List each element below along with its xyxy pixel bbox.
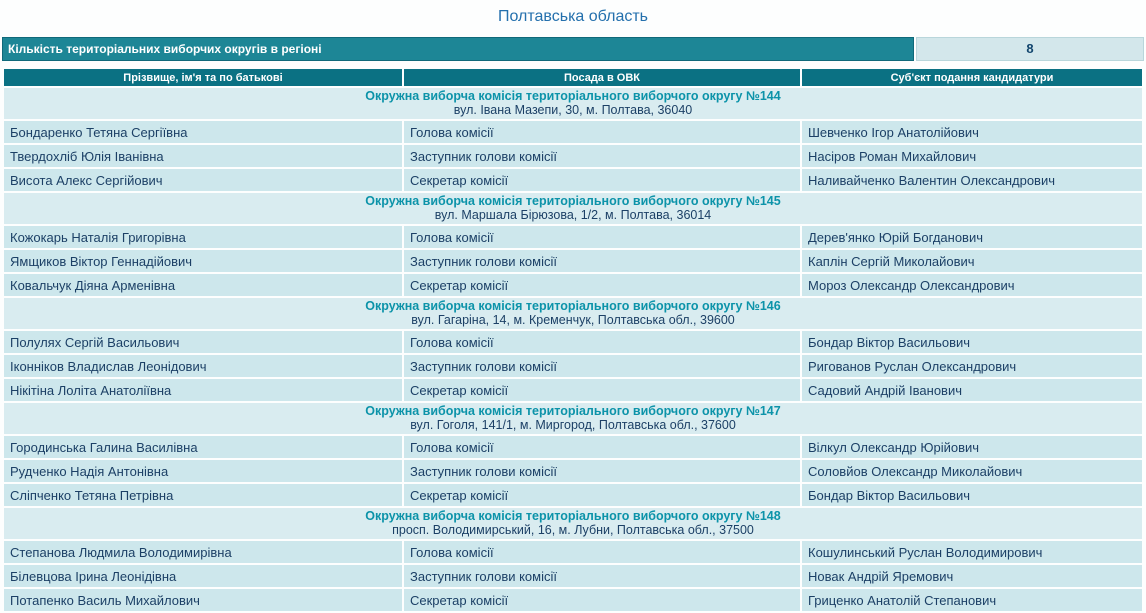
table-row: [4, 589, 1142, 611]
cell-position: Секретар комісії: [404, 589, 800, 611]
table-row: [4, 121, 1142, 143]
cell-subject: Шевченко Ігор Анатолійович: [802, 121, 1142, 143]
column-header-subject: Суб'єкт подання кандидатури: [802, 69, 1142, 86]
section-title: Окружна виборча комісія територіального виборчого округу №146: [365, 299, 781, 313]
cell-subject: Гриценко Анатолій Степанович: [802, 589, 1142, 611]
cell-subject: Каплін Сергій Миколайович: [802, 250, 1142, 272]
table-row: [4, 331, 1142, 353]
cell-name: Ямщиков Віктор Геннадійович: [4, 250, 402, 272]
cell-position: Голова комісії: [404, 436, 800, 458]
cell-position: Заступник голови комісії: [404, 145, 800, 167]
section-row-146: [4, 298, 1142, 329]
cell-subject: Садовий Андрій Іванович: [802, 379, 1142, 401]
cell-name: Степанова Людмила Володимирівна: [4, 541, 402, 563]
cell-subject: Бондар Віктор Васильович: [802, 331, 1142, 353]
summary-bar: [2, 37, 1144, 61]
column-header-name: Прізвище, ім'я та по батькові: [4, 69, 402, 86]
cell-position: Голова комісії: [404, 226, 800, 248]
cell-subject: Новак Андрій Яремович: [802, 565, 1142, 587]
cell-name: Бондаренко Тетяна Сергіївна: [4, 121, 402, 143]
section-row-144: [4, 88, 1142, 119]
cell-name: Городинська Галина Василівна: [4, 436, 402, 458]
section-address: вул. Гоголя, 141/1, м. Миргород, Полтавська обл., 37600: [410, 418, 736, 432]
cell-subject: Дерев'янко Юрій Богданович: [802, 226, 1142, 248]
table-row: [4, 436, 1142, 458]
cell-name: Рудченко Надія Антонівна: [4, 460, 402, 482]
cell-name: Іконніков Владислав Леонідович: [4, 355, 402, 377]
section-address: вул. Івана Мазепи, 30, м. Полтава, 36040: [453, 103, 693, 117]
section-row-147: [4, 403, 1142, 434]
table-row: [4, 379, 1142, 401]
cell-position: Заступник голови комісії: [404, 250, 800, 272]
summary-label: Кількість територіальних виборчих округів в регіоні: [2, 37, 914, 61]
cell-position: Секретар комісії: [404, 274, 800, 296]
cell-subject: Кошулинський Руслан Володимирович: [802, 541, 1142, 563]
cell-subject: Насіров Роман Михайлович: [802, 145, 1142, 167]
cell-subject: Соловйов Олександр Миколайович: [802, 460, 1142, 482]
cell-name: Сліпченко Тетяна Петрівна: [4, 484, 402, 506]
page-title: Полтавська область: [497, 8, 649, 25]
table-row: [4, 274, 1142, 296]
cell-position: Секретар комісії: [404, 169, 800, 191]
table-row: [4, 355, 1142, 377]
cell-position: Секретар комісії: [404, 379, 800, 401]
cell-position: Голова комісії: [404, 541, 800, 563]
cell-subject: Наливайченко Валентин Олександрович: [802, 169, 1142, 191]
table-row: [4, 169, 1142, 191]
table-row: [4, 541, 1142, 563]
cell-subject: Ригованов Руслан Олександрович: [802, 355, 1142, 377]
cell-name: Ковальчук Діяна Арменівна: [4, 274, 402, 296]
cell-position: Голова комісії: [404, 121, 800, 143]
cell-position: Голова комісії: [404, 331, 800, 353]
cell-subject: Вілкул Олександр Юрійович: [802, 436, 1142, 458]
cell-name: Твердохліб Юлія Іванівна: [4, 145, 402, 167]
section-title: Окружна виборча комісія територіального виборчого округу №147: [365, 404, 781, 418]
cell-name: Висота Алекс Сергійович: [4, 169, 402, 191]
cell-name: Білевцова Ірина Леонідівна: [4, 565, 402, 587]
cell-name: Полулях Сергій Васильович: [4, 331, 402, 353]
section-row-145: [4, 193, 1142, 224]
cell-position: Секретар комісії: [404, 484, 800, 506]
section-address: вул. Маршала Бірюзова, 1/2, м. Полтава, 36014: [434, 208, 712, 222]
section-title: Окружна виборча комісія територіального виборчого округу №144: [365, 89, 781, 103]
cell-position: Заступник голови комісії: [404, 355, 800, 377]
section-address: вул. Гагаріна, 14, м. Кременчук, Полтавська обл., 39600: [411, 313, 735, 327]
table-row: [4, 460, 1142, 482]
table-row: [4, 226, 1142, 248]
cell-name: Потапенко Василь Михайлович: [4, 589, 402, 611]
table-row: [4, 565, 1142, 587]
cell-name: Кожокарь Наталія Григорівна: [4, 226, 402, 248]
table-row: [4, 250, 1142, 272]
section-row-148: [4, 508, 1142, 539]
table-row: [4, 484, 1142, 506]
table-row: [4, 145, 1142, 167]
section-title: Окружна виборча комісія територіального виборчого округу №145: [365, 194, 781, 208]
cell-name: Нікітіна Лоліта Анатоліївна: [4, 379, 402, 401]
cell-position: Заступник голови комісії: [404, 460, 800, 482]
cell-position: Заступник голови комісії: [404, 565, 800, 587]
cell-subject: Бондар Віктор Васильович: [802, 484, 1142, 506]
table-header-row: [4, 69, 1142, 86]
summary-value: 8: [916, 37, 1144, 61]
section-title: Окружна виборча комісія територіального виборчого округу №148: [365, 509, 781, 523]
cell-subject: Мороз Олександр Олександрович: [802, 274, 1142, 296]
column-header-position: Посада в ОВК: [404, 69, 800, 86]
commissions-table: [2, 67, 1144, 613]
section-address: просп. Володимирський, 16, м. Лубни, Полтавська обл., 37500: [392, 523, 754, 537]
